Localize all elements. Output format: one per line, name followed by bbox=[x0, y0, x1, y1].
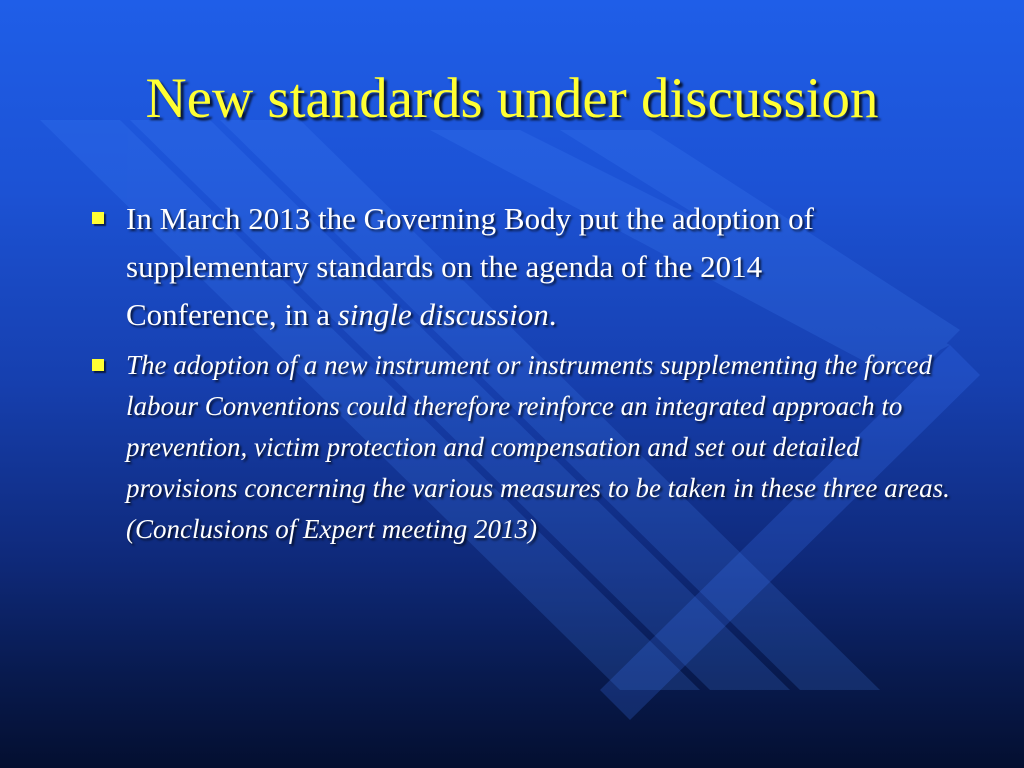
slide-title: New standards under discussion bbox=[145, 67, 879, 130]
square-bullet-icon bbox=[92, 359, 104, 371]
bullet-text-end: . bbox=[548, 297, 557, 332]
bullet-text: In March 2013 the Governing Body put the adoption of supplementary standards on the agenda of the 2014 Conference, in a bbox=[126, 201, 814, 332]
bullet-item bbox=[90, 195, 846, 339]
square-bullet-icon bbox=[92, 212, 104, 224]
bullet-text-italic: single discussion bbox=[337, 297, 549, 332]
bullet-list bbox=[90, 195, 950, 550]
bullet-item bbox=[90, 345, 966, 550]
bullet-text: The adoption of a new instrument or instruments supplementing the forced labour Conventions could therefore reinforce an integrated approach to prevention, victim protection and compensation and set out detailed provisions concerning the various measures to be taken in these three areas. (Conclusions of Expert meeting 2013) bbox=[126, 350, 950, 544]
